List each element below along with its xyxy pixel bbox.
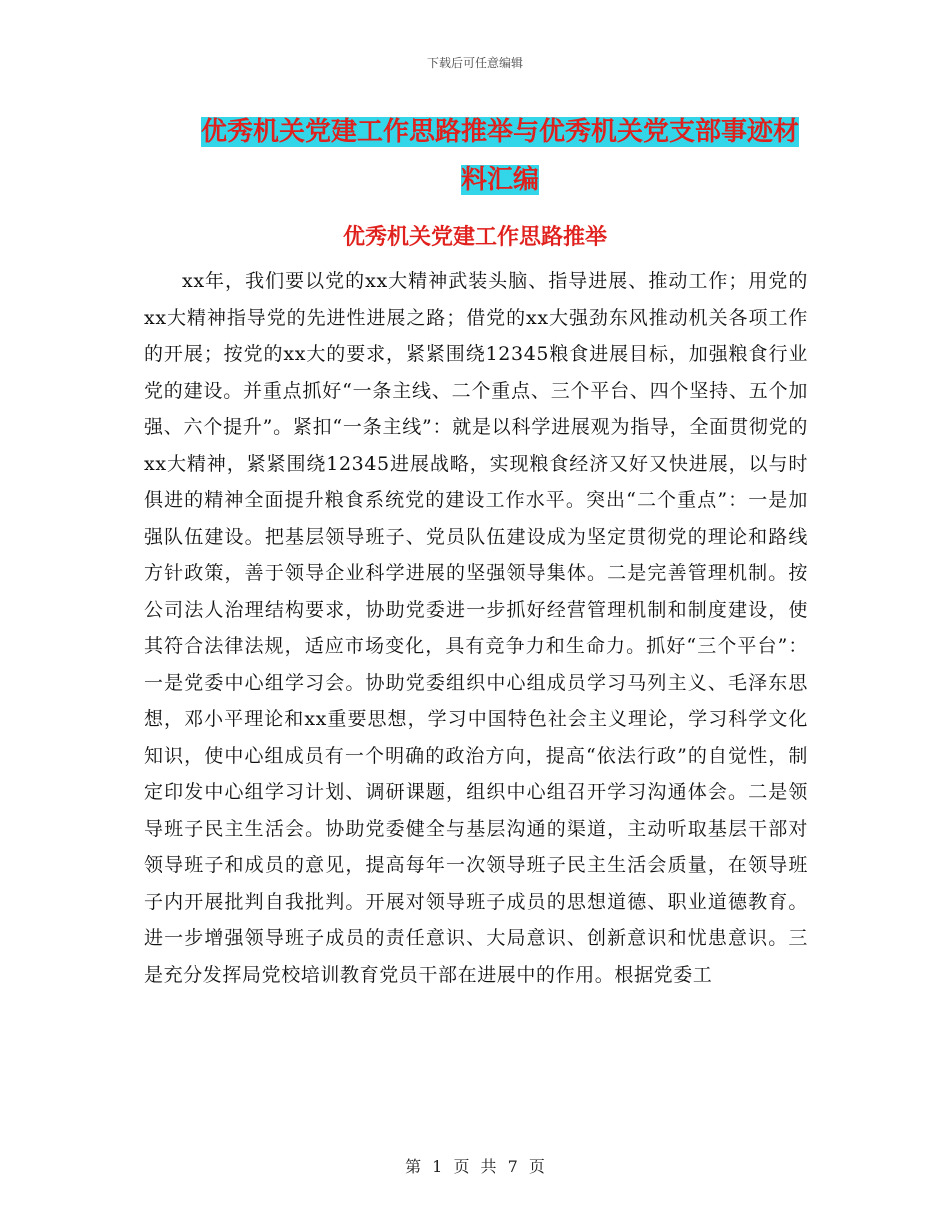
document-title-text: 优秀机关党建工作思路推举与优秀机关党支部事迹材料汇编 [200,117,799,195]
header-note: 下载后可任意编辑 [426,56,523,70]
section-title: 优秀机关党建工作思路推举 [342,225,607,250]
page-footer: 第 1 页 共 7 页 [405,1157,545,1176]
body-paragraph: xx年，我们要以党的xx大精神武装头脑、指导进展、推动工作；用党的xx大精神指导党的先进性进展之路；借党的xx大强劲东风推动机关各项工作的开展；按党的xx大的要求，紧紧围绕12345粮食进展目标，加强粮食行业党的建设。并重点抓好“一条主线、二个重点、三个平台、四个坚持、五个加强、六个提升”。紧扣“一条主线”：就是以科学进展观为指导，全面贯彻党的xx大精神，紧紧围绕12345进展战略，实现粮食经济又好又快进展，以与时俱进的精神全面提升粮食系统党的建设工作水平。突出“二个重点”：一是加强队伍建设。把基层领导班子、党员队伍建设成为坚定贯彻党的理论和路线方针政策，善于领导企业科学进展的坚强领导集体。二是完善管理机制。按公司法人治理结构要求，协助党委进一步抓好经营管理机制和制度建设，使其符合法律法规，适应市场变化，具有竞争力和生命力。抓好“三个平台”：一是党委中心组学习会。协助党委组织中心组成员学习马列主义、毛泽东思想，邓小平理论和xx重要思想，学习中国特色社会主义理论，学习科学文化知识，使中心组成员有一个明确的政治方向，提高“依法行政”的自觉性，制定印发中心组学习计划、调研课题，组织中心组召开学习沟通体会。二是领导班子民主生活会。协助党委健全与基层沟通的渠道，主动听取基层干部对领导班子和成员的意见，提高每年一次领导班子民主生活会质量，在领导班子内开展批判自我批判。开展对领导班子成员的思想道德、职业道德教育。进一步增强领导班子成员的责任意识、大局意识、创新意识和忧患意识。三是充分发挥局党校培训教育党员干部在进展中的作用。根据党委工 [144,270,808,986]
document-title [190,108,810,204]
